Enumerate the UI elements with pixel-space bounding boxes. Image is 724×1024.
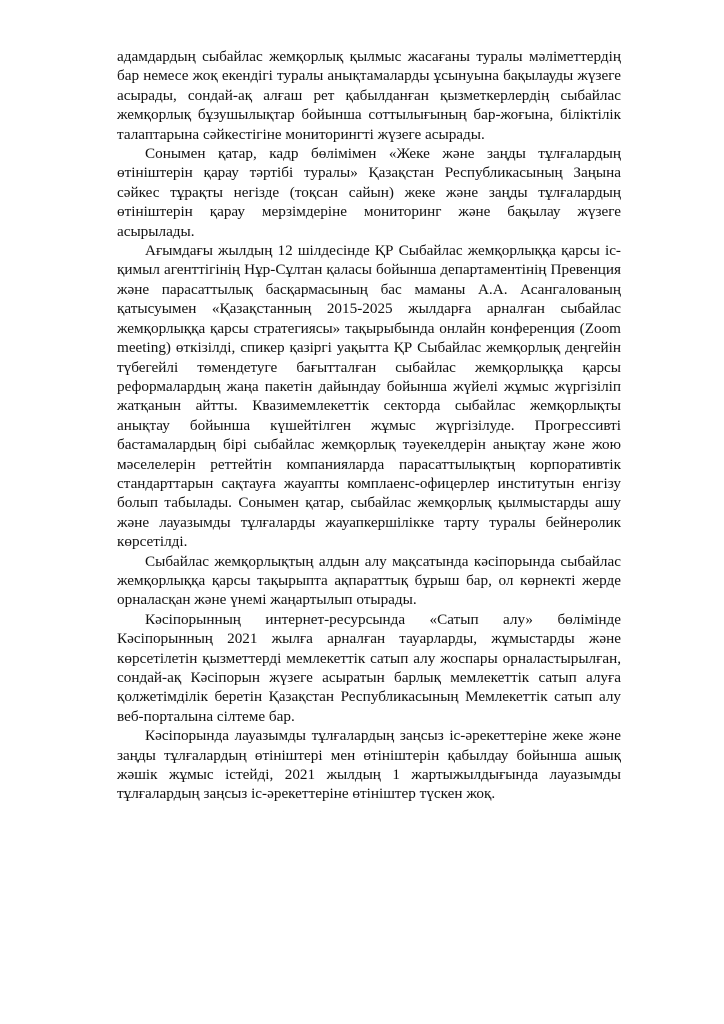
paragraph-procurement: Кәсіпорынның интернет-ресурсында «Сатып алу» бөлімінде Кәсіпорынның 2021 жылға арналған тауарларды, жұмыстарды және көрсетілетін қызметтерді мемлекеттік сатып алу жоспары орналастырылған, сондай-ақ Кәсіпорын жүзеге асыратын барлық мемлекеттік сатып алуға қолжетімділік беретін Қазақстан Республикасының Мемлекеттік сатып алу веб-порталына сілтеме бар. (117, 610, 621, 725)
paragraph-information-corner: Сыбайлас жемқорлықтың алдын алу мақсатында кәсіпорында сыбайлас жемқорлыққа қарсы тақырыпта ақпараттық бұрыш бар, ол көрнекті жерде орналасқан және үнемі жаңартылып отырады. (117, 552, 621, 609)
paragraph-monitoring-appeals: Сонымен қатар, кадр бөлімімен «Жеке және заңды тұлғалардың өтініштерін қарау тәртібі туралы» Қазақстан Республикасының Заңына сәйкес тұрақты негізде (тоқсан сайын) жеке және заңды тұлғалардың өтініштерін қарау мерзімдеріне мониторинг және бақылау жүзеге асырылады. (117, 145, 621, 240)
paragraph-continuation: адамдардың сыбайлас жемқорлық қылмыс жасағаны туралы мәліметтердің бар немесе жоқ екендігі туралы анықтамаларды ұсынуына бақылауды жүзеге асырады, сондай-ақ алғаш рет қабылданған қызметкерлердің сыбайлас жемқорлық бұзушылықтар бойынша соттылығының бар-жоғына, біліктілік талаптарына сәйкестігіне мониторингті жүзеге асырады. (117, 48, 621, 143)
paragraph-complaint-box: Кәсіпорында лауазымды тұлғалардың заңсыз іс-әрекеттеріне жеке және заңды тұлғалардың өтініштері мен өтініштерін қабылдау бойынша ашық жәшік жұмыс істейді, 2021 жылдың 1 жартыжылдығында лауазымды тұлғалардың заңсыз іс-әрекеттеріне өтініштер түскен жоқ. (117, 727, 621, 803)
paragraph-online-conference: Ағымдағы жылдың 12 шілдесінде ҚР Сыбайлас жемқорлыққа қарсы іс-қимыл агенттігінің Нұр-Сұлтан қаласы бойынша департаментінің Превенция және парасаттылық басқармасының бас маманы А.А. Асангалованың қатысуымен «Қазақстанның 2015-2025 жылдарға арналған сыбайлас жемқорлыққа қарсы стратегиясы» тақырыбында онлайн конференция (Zoom meeting) өткізілді, спикер қазіргі уақытта ҚР Сыбайлас жемқорлық деңгейін түбегейлі төмендетуге бағытталған сыбайлас жемқорлыққа қарсы реформалардың жаңа пакетін дайындау бойынша жүйелі жұмыс жүргізіліп жатқанын айтты. Квазимемлекеттік секторда сыбайлас жемқорлықты анықтау бойынша күшейтілген жұмыс жүргізілуде. Прогрессивті бастамалардың бірі сыбайлас жемқорлық тәуекелдерін анықтау және жою мәселелерін реттейтін компанияларда парасаттылықтың корпоративтік стандарттарын сақтауға жауапты комплаенс-офицерлер институтын енгізу болып табылады. Сонымен қатар, сыбайлас жемқорлық қылмыстарды ашу және лауазымды тұлғаларды жауапкершілікке тарту туралы бейнеролик көрсетілді. (117, 242, 621, 551)
